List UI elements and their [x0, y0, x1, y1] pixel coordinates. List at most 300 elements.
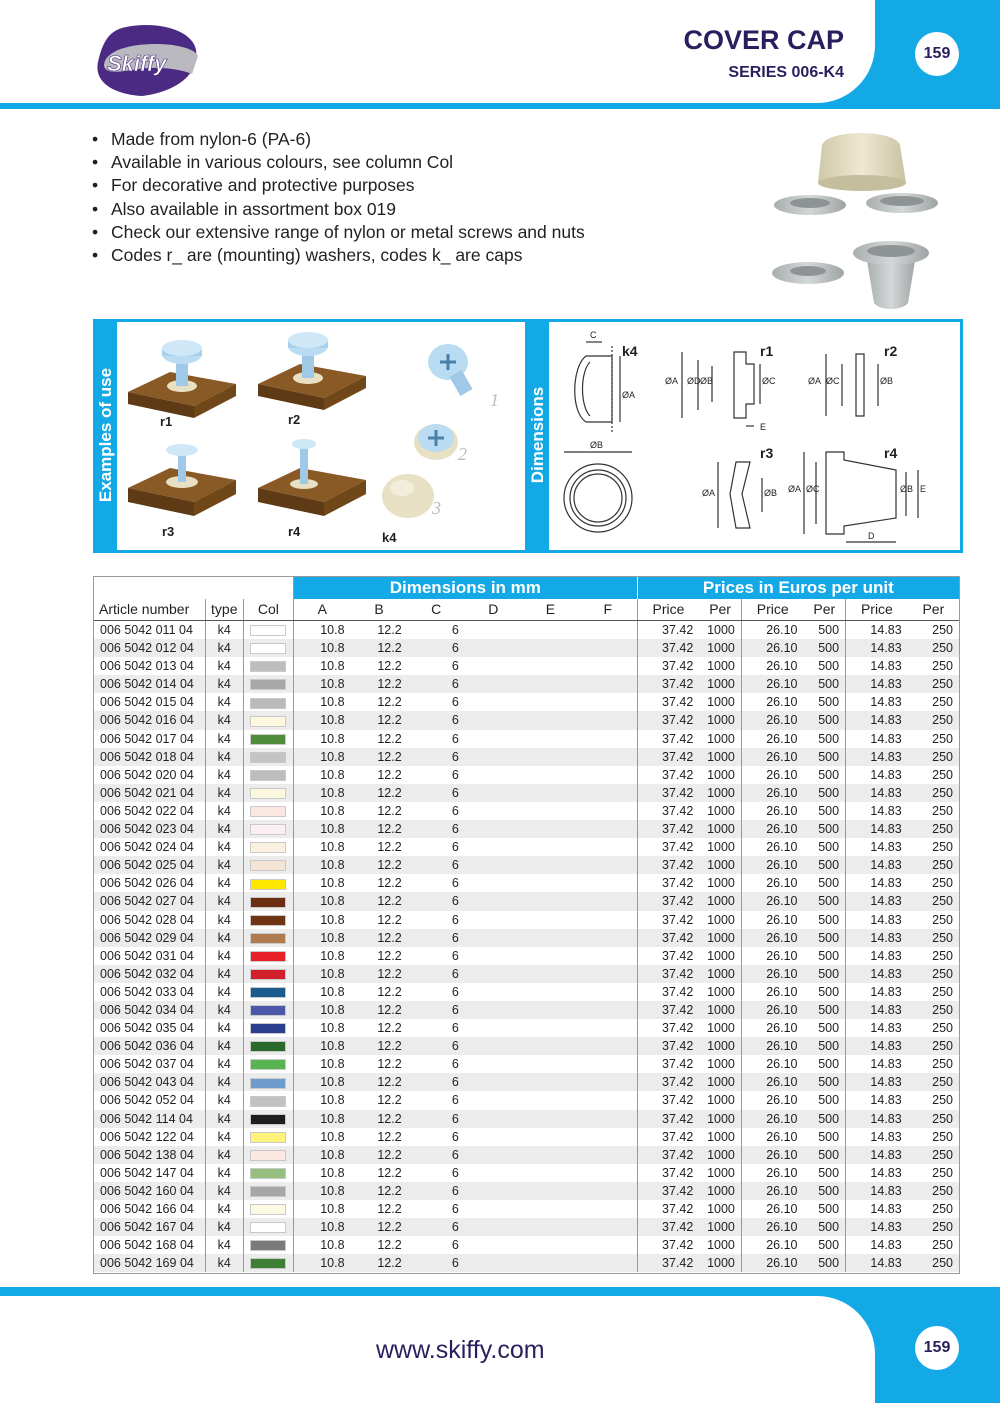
cell-d: [465, 947, 522, 965]
cell-p1: 37.42: [637, 929, 699, 947]
cell-p2: 26.10: [741, 1055, 803, 1073]
colour-swatch: [250, 788, 286, 799]
dim-label: ØC: [762, 376, 776, 386]
cell-f: [579, 1164, 637, 1182]
cell-article: 006 5042 160 04: [93, 1182, 205, 1200]
cell-e: [522, 1128, 579, 1146]
cell-p3: 14.83: [846, 965, 908, 983]
cell-p2: 26.10: [741, 1001, 803, 1019]
cell-e: [522, 1254, 579, 1272]
cell-a: 10.8: [293, 1254, 350, 1272]
cell-e: [522, 1110, 579, 1128]
cell-d: [465, 874, 522, 892]
cell-c: 6: [451, 803, 459, 818]
colour-swatch: [250, 933, 286, 944]
cell-c: 6: [451, 623, 459, 637]
cell-article: 006 5042 027 04: [93, 892, 205, 910]
cell-per3: 250: [908, 711, 959, 729]
cell-per2: 500: [818, 659, 840, 674]
col-d: D: [465, 599, 522, 621]
cell-per3: 250: [908, 1146, 959, 1164]
cell-p3: 14.83: [846, 1091, 908, 1109]
cell-b: 12.2: [351, 675, 408, 693]
col-per-1: Per: [699, 599, 741, 621]
cell-per2: 500: [804, 784, 846, 802]
feature-item: • Codes r_ are (mounting) washers, codes k_ are caps: [92, 244, 585, 267]
cell-f: [579, 621, 637, 640]
product-photo: [770, 125, 950, 315]
table-row: [93, 1073, 959, 1091]
table-row: [93, 748, 959, 766]
cell-c: 6: [451, 1165, 459, 1180]
table-group-header: [93, 576, 959, 599]
colour-swatch: [250, 824, 286, 835]
cell-f: [579, 820, 637, 838]
cell-e: [522, 911, 579, 929]
cell-a: 10.8: [293, 983, 350, 1001]
colour-cell: [243, 1091, 293, 1109]
cell-p2: 26.10: [741, 730, 803, 748]
cell-p3: 14.83: [846, 1001, 908, 1019]
table-row: [93, 711, 959, 729]
cell-d: [465, 1037, 522, 1055]
dim-label: C: [590, 330, 597, 340]
cell-f: [579, 1218, 637, 1236]
cell-p1: 37.42: [637, 947, 699, 965]
cell-p1: 37.42: [637, 657, 699, 675]
cell-article: 006 5042 015 04: [100, 695, 194, 710]
cell-a: 10.8: [293, 892, 350, 910]
cell-e: [522, 965, 579, 983]
cell-p2: 26.10: [741, 965, 803, 983]
cell-a: 10.8: [293, 929, 350, 947]
cell-article: 006 5042 166 04: [100, 1202, 194, 1216]
table-row: [93, 1236, 959, 1254]
cell-b: 12.2: [377, 1021, 402, 1036]
table-row: [93, 693, 959, 711]
cell-per2: 500: [804, 1182, 846, 1200]
cell-type: k4: [205, 1218, 243, 1236]
cell-p2: 26.10: [741, 639, 803, 657]
table-row: [93, 1091, 959, 1109]
cell-p3: 14.83: [846, 711, 908, 729]
cell-d: [465, 1146, 522, 1164]
colour-cell: [243, 748, 293, 766]
colour-swatch: [250, 716, 286, 727]
cell-c: 6: [451, 984, 459, 999]
cell-per2: 500: [818, 731, 840, 746]
cell-type: k4: [205, 892, 243, 910]
series-subtitle: SERIES 006-K4: [728, 64, 844, 81]
cell-f: [579, 784, 637, 802]
cell-p3: 14.83: [846, 1254, 908, 1272]
cell-p2: 26.10: [741, 1236, 803, 1254]
cell-per3: 250: [932, 695, 953, 710]
table-row: [93, 929, 959, 947]
cell-a: 10.8: [293, 1091, 350, 1109]
cell-p2: 26.10: [741, 621, 803, 640]
cell-per3: 250: [932, 803, 953, 818]
cell-per1: 1000: [707, 912, 735, 927]
cell-article: 006 5042 018 04: [93, 748, 205, 766]
cell-type: k4: [205, 1128, 243, 1146]
cell-f: [579, 675, 637, 693]
cell-type: k4: [205, 1110, 243, 1128]
table-row: [93, 766, 959, 784]
cell-a: 10.8: [293, 1073, 350, 1091]
colour-cell: [243, 1164, 293, 1182]
feature-list: [92, 128, 585, 267]
cell-type: k4: [205, 1254, 243, 1272]
colour-cell: [243, 1182, 293, 1200]
cell-a: 10.8: [293, 965, 350, 983]
cell-type: k4: [205, 766, 243, 784]
cell-per2: 500: [804, 820, 846, 838]
cell-a: 10.8: [293, 657, 350, 675]
col-type: type: [205, 599, 243, 621]
cell-f: [579, 1055, 637, 1073]
cell-per1: 1000: [699, 1254, 741, 1272]
colour-cell: [243, 1218, 293, 1236]
cell-d: [465, 711, 522, 729]
cell-article: 006 5042 023 04: [93, 820, 205, 838]
cell-p1: 37.42: [637, 1182, 699, 1200]
cell-d: [465, 675, 522, 693]
cell-type: k4: [205, 657, 243, 675]
cell-per1: 1000: [707, 731, 735, 746]
cell-per3: 250: [932, 623, 953, 637]
dim-label: ØB: [700, 376, 714, 386]
col-price-1: Price: [637, 599, 699, 621]
cell-p3: 14.83: [846, 621, 908, 640]
website-link[interactable]: www.skiffy.com: [376, 1336, 545, 1364]
colour-cell: [243, 711, 293, 729]
drawing-label-r3: r3: [760, 445, 774, 461]
cell-a: 10.8: [293, 784, 350, 802]
cell-b: 12.2: [351, 1037, 408, 1055]
dim-label: D: [868, 531, 875, 541]
cell-p3: 14.83: [846, 1128, 908, 1146]
cell-p2: 26.10: [741, 1200, 803, 1218]
table-row: [93, 1164, 959, 1182]
cell-b: 12.2: [377, 1165, 402, 1180]
cell-per1: 1000: [707, 984, 735, 999]
cell-d: [465, 856, 522, 874]
cell-article: 006 5042 032 04: [93, 965, 205, 983]
col-f: F: [579, 599, 637, 621]
table-row: [93, 1019, 959, 1037]
cell-d: [465, 838, 522, 856]
cell-b: 12.2: [377, 876, 402, 891]
cell-per1: 1000: [699, 748, 741, 766]
cell-f: [579, 1037, 637, 1055]
cell-a: 10.8: [293, 766, 350, 784]
colour-swatch: [250, 860, 286, 871]
cell-article: 006 5042 011 04: [100, 623, 193, 637]
cell-a: 10.8: [293, 1146, 350, 1164]
colour-cell: [243, 892, 293, 910]
colour-swatch: [250, 734, 286, 745]
cell-article: 006 5042 168 04: [100, 1238, 194, 1253]
colour-cell: [243, 730, 293, 748]
cell-article: 006 5042 028 04: [100, 912, 194, 927]
cell-c: 6: [408, 639, 465, 657]
cell-b: 12.2: [351, 1182, 408, 1200]
cell-p1: 37.42: [637, 1146, 699, 1164]
colour-swatch: [250, 643, 286, 654]
cell-p1: 37.42: [637, 856, 699, 874]
colour-swatch: [250, 1114, 286, 1125]
cell-type: k4: [205, 1055, 243, 1073]
cell-per1: 1000: [707, 1129, 735, 1144]
colour-swatch: [250, 1132, 286, 1143]
colour-cell: [243, 1001, 293, 1019]
colour-cell: [243, 1073, 293, 1091]
cell-p3: 14.83: [846, 1236, 908, 1254]
colour-cell: [243, 621, 293, 640]
cell-a: 10.8: [293, 639, 350, 657]
cell-per3: 250: [932, 912, 953, 927]
cell-type: k4: [205, 639, 243, 657]
cell-c: 6: [408, 1001, 465, 1019]
cell-d: [465, 1200, 522, 1218]
cell-e: [522, 621, 579, 640]
cell-e: [522, 784, 579, 802]
colour-cell: [243, 947, 293, 965]
cell-b: 12.2: [351, 748, 408, 766]
cell-per1: 1000: [707, 1165, 735, 1180]
cell-a: 10.8: [293, 947, 350, 965]
cell-per3: 250: [932, 1165, 953, 1180]
cell-p1: 37.42: [637, 639, 699, 657]
cell-e: [522, 1146, 579, 1164]
colour-cell: [243, 657, 293, 675]
cell-p1: 37.42: [637, 766, 699, 784]
cell-b: 12.2: [377, 803, 402, 818]
cell-d: [465, 1128, 522, 1146]
col-per-3: Per: [908, 599, 959, 621]
cell-per3: 250: [932, 1238, 953, 1253]
page-title: COVER CAP: [683, 25, 844, 55]
cell-per1: 1000: [707, 1202, 735, 1216]
cell-p2: 26.10: [741, 1037, 803, 1055]
colour-swatch: [250, 1041, 286, 1052]
colour-cell: [243, 929, 293, 947]
colour-cell: [243, 911, 293, 929]
cell-p3: 14.83: [846, 1110, 908, 1128]
cell-p3: 14.83: [846, 929, 908, 947]
table-row: [93, 965, 959, 983]
cell-a: 10.8: [293, 1164, 350, 1182]
cell-p1: 37.42: [637, 911, 699, 929]
cell-per1: 1000: [699, 1001, 741, 1019]
cell-d: [465, 1218, 522, 1236]
colour-cell: [243, 1037, 293, 1055]
cell-b: 12.2: [377, 1057, 402, 1072]
cell-per2: 500: [804, 965, 846, 983]
cell-e: [522, 947, 579, 965]
cell-article: 006 5042 052 04: [100, 1093, 194, 1108]
cell-p1: 37.42: [637, 802, 699, 820]
cell-per3: 250: [908, 1073, 959, 1091]
cell-f: [579, 1001, 637, 1019]
col-per-2: Per: [804, 599, 846, 621]
feature-item: • Check our extensive range of nylon or metal screws and nuts: [92, 221, 585, 244]
cell-p1: 37.42: [637, 1055, 699, 1073]
drawing-label-r4: r4: [884, 445, 898, 461]
cell-per3: 250: [908, 892, 959, 910]
cell-c: 6: [408, 1218, 465, 1236]
cell-f: [579, 838, 637, 856]
cell-f: [579, 657, 637, 675]
cell-c: 6: [408, 820, 465, 838]
cell-a: 10.8: [293, 911, 350, 929]
cell-p2: 26.10: [741, 711, 803, 729]
cell-p1: 37.42: [637, 983, 699, 1001]
colour-swatch: [250, 1023, 286, 1034]
cell-a: 10.8: [293, 693, 350, 711]
cell-per1: 1000: [699, 1110, 741, 1128]
cell-per2: 500: [818, 1129, 840, 1144]
colour-cell: [243, 838, 293, 856]
table-row: [93, 784, 959, 802]
table-row: [93, 1037, 959, 1055]
cell-per1: 1000: [707, 623, 735, 637]
cell-per1: 1000: [707, 840, 735, 855]
cell-type: k4: [205, 1236, 243, 1254]
cell-p1: 37.42: [637, 730, 699, 748]
colour-cell: [243, 1146, 293, 1164]
colour-cell: [243, 1200, 293, 1218]
cell-b: 12.2: [377, 1202, 402, 1216]
cell-e: [522, 1001, 579, 1019]
cell-b: 12.2: [377, 948, 402, 963]
cell-c: 6: [408, 784, 465, 802]
colour-cell: [243, 820, 293, 838]
cell-per1: 1000: [699, 784, 741, 802]
table-row: [93, 911, 959, 929]
label-r2: r2: [288, 412, 301, 427]
cell-article: 006 5042 024 04: [100, 840, 194, 855]
cell-type: k4: [205, 1146, 243, 1164]
cell-e: [522, 657, 579, 675]
cell-per2: 500: [804, 1146, 846, 1164]
cell-b: 12.2: [351, 1110, 408, 1128]
cell-f: [579, 748, 637, 766]
price-table: [93, 576, 959, 1272]
examples-illustration: [118, 322, 523, 550]
cell-type: k4: [205, 693, 243, 711]
cell-c: 6: [451, 1021, 459, 1036]
colour-swatch: [250, 1186, 286, 1197]
cell-p1: 37.42: [637, 711, 699, 729]
cell-d: [465, 911, 522, 929]
cell-p3: 14.83: [846, 639, 908, 657]
cell-e: [522, 1055, 579, 1073]
cell-d: [465, 1091, 522, 1109]
cell-per3: 250: [908, 1182, 959, 1200]
colour-swatch: [250, 915, 286, 926]
colour-swatch: [250, 1258, 286, 1269]
cell-per3: 250: [908, 929, 959, 947]
cell-per2: 500: [818, 695, 840, 710]
cell-p1: 37.42: [637, 748, 699, 766]
cell-c: 6: [408, 1110, 465, 1128]
col-b: B: [351, 599, 408, 621]
cell-d: [465, 965, 522, 983]
cell-c: 6: [408, 856, 465, 874]
cell-per3: 250: [932, 659, 953, 674]
colour-cell: [243, 639, 293, 657]
cell-p2: 26.10: [741, 1164, 803, 1182]
cell-per1: 1000: [699, 892, 741, 910]
cell-p1: 37.42: [637, 1001, 699, 1019]
cell-per3: 250: [908, 784, 959, 802]
cell-f: [579, 874, 637, 892]
cell-b: 12.2: [377, 731, 402, 746]
cell-p1: 37.42: [637, 1218, 699, 1236]
colour-swatch: [250, 1222, 286, 1233]
cell-per1: 1000: [707, 767, 735, 782]
cell-f: [579, 802, 637, 820]
cell-d: [465, 1073, 522, 1091]
cell-per2: 500: [818, 912, 840, 927]
dim-label: ØC: [826, 376, 840, 386]
colour-swatch: [250, 1059, 286, 1070]
cell-type: k4: [205, 874, 243, 892]
cell-per1: 1000: [707, 1093, 735, 1108]
cell-article: 006 5042 029 04: [93, 929, 205, 947]
cell-c: 6: [408, 1037, 465, 1055]
cell-e: [522, 838, 579, 856]
skiffy-logo: [92, 22, 204, 98]
cell-p2: 26.10: [741, 874, 803, 892]
cell-type: k4: [205, 1164, 243, 1182]
cell-p1: 37.42: [637, 693, 699, 711]
cell-d: [465, 820, 522, 838]
cell-p3: 14.83: [846, 874, 908, 892]
cell-c: 6: [451, 1202, 459, 1216]
dimensions-tab-label: Dimensions: [528, 386, 547, 484]
cell-c: 6: [451, 840, 459, 855]
cell-b: 12.2: [377, 1129, 402, 1144]
label-r1: r1: [160, 414, 173, 429]
cell-type: k4: [205, 1200, 243, 1218]
cell-d: [465, 748, 522, 766]
cell-p1: 37.42: [637, 892, 699, 910]
colour-cell: [243, 856, 293, 874]
cell-d: [465, 766, 522, 784]
cell-p3: 14.83: [846, 1055, 908, 1073]
colour-swatch: [250, 842, 286, 853]
cell-per2: 500: [818, 1057, 840, 1072]
cell-per2: 500: [804, 929, 846, 947]
cell-p3: 14.83: [846, 748, 908, 766]
col-price-2: Price: [741, 599, 803, 621]
cell-a: 10.8: [293, 748, 350, 766]
cell-p3: 14.83: [846, 766, 908, 784]
cell-article: 006 5042 014 04: [93, 675, 205, 693]
cell-b: 12.2: [351, 929, 408, 947]
cell-p3: 14.83: [846, 1146, 908, 1164]
cell-article: 006 5042 169 04: [93, 1254, 205, 1272]
cell-per3: 250: [932, 1129, 953, 1144]
cell-e: [522, 802, 579, 820]
step-number: 3: [432, 498, 441, 518]
cell-c: 6: [408, 711, 465, 729]
cell-per3: 250: [932, 1093, 953, 1108]
col-colour: Col: [243, 599, 293, 621]
